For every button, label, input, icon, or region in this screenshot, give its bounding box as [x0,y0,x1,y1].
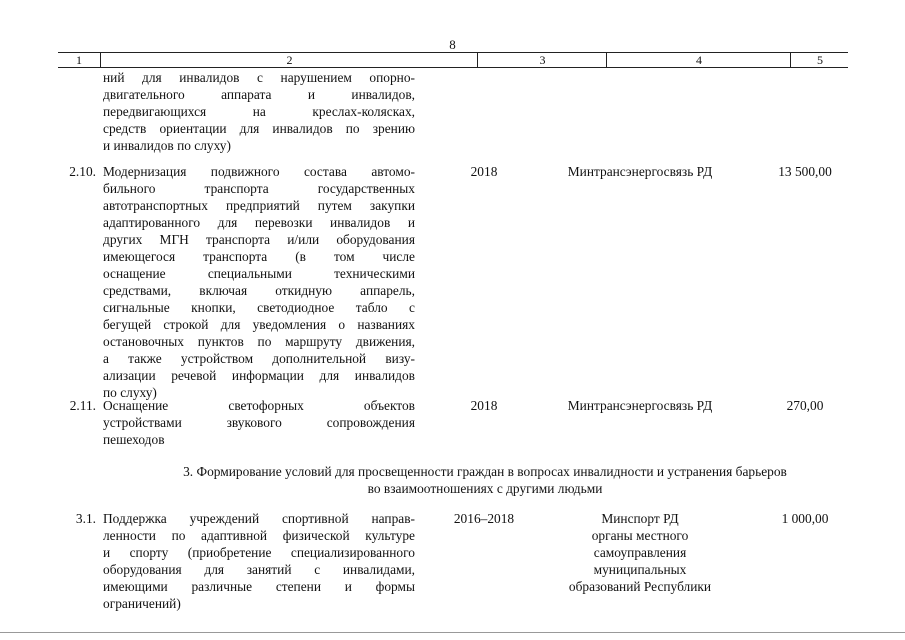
text-line: имеющегося транспорта (в том числе [103,249,415,264]
text-line: адаптированного для перевозки инвалидов и [103,215,415,230]
text-line: ленности по адаптивной физической культуре [103,528,415,543]
section-heading-line: 3. Формирование условий для просвещенности граждан в вопросах инвалидности и устранения барьеров [183,464,787,479]
text-line: и спорту (приобретение специализированного [103,545,415,560]
row-number: 2.10. [69,164,96,179]
header-col-5: 5 [790,53,849,67]
header-col-3: 3 [477,53,607,67]
section-heading [100,463,870,497]
text-line: ограничений) [103,596,181,611]
text-line: имеющими различные степени и формы [103,579,415,594]
text-line: Оснащение светофорных объектов [103,398,415,413]
executor-line: самоуправления [593,545,687,560]
text-line: передвигающихся на креслах-колясках, [103,104,415,119]
row-executor: Минтрансэнергосвязь РД [567,164,713,179]
row-year: 2018 [470,164,498,179]
text-line: средствами, включая откидную аппарель, [103,283,415,298]
text-line: Поддержка учреждений спортивной направ- [103,511,415,526]
row-amount: 13 500,00 [778,164,832,179]
text-line: сигнальные кнопки, светодиодное табло с [103,300,415,315]
continued-row-text [103,69,415,154]
row-executor: Минтрансэнергосвязь РД [567,398,713,413]
header-col-2: 2 [100,53,478,67]
text-line: других МГН транспорта и/или оборудования [103,232,415,247]
section-heading-line: во взаимоотношениях с другими людьми [367,481,603,496]
text-line: а также устройством дополнительной визу- [103,351,415,366]
text-line: по слуху) [103,385,157,400]
executor-line: образований Республики [568,579,712,594]
row-number: 3.1. [75,511,96,526]
page-bottom-edge [0,632,905,633]
text-line: ализации речевой информации для инвалидов [103,368,415,383]
text-line: оборудования для занятий с инвалидами, [103,562,415,577]
text-line: оснащение специальными техническими [103,266,415,281]
header-col-1: 1 [76,53,82,67]
row-description [103,510,415,612]
text-line: и инвалидов по слуху) [103,138,231,153]
row-year: 2016–2018 [453,511,515,526]
text-line: двигательного аппарата и инвалидов, [103,87,415,102]
text-line: автотранспортных предприятий путем закупки [103,198,415,213]
page-number: 8 [449,37,456,52]
header-col-4: 4 [606,53,791,67]
row-number: 2.11. [69,398,96,413]
text-line: средств ориентации для инвалидов по зрению [103,121,415,136]
text-line: ний для инвалидов с нарушением опорно- [103,70,415,85]
executor-line: муниципальных [593,562,687,577]
row-amount: 270,00 [786,398,824,413]
text-line: пешеходов [103,432,165,447]
row-executor [550,510,730,595]
row-year: 2018 [470,398,498,413]
row-amount: 1 000,00 [781,511,829,526]
table-header [58,52,848,68]
text-line: бильного транспорта государственных [103,181,415,196]
text-line: устройствами звукового сопровождения [103,415,415,430]
executor-line: Минспорт РД [601,511,679,526]
row-description [103,163,415,401]
executor-line: органы местного [591,528,689,543]
text-line: остановочных пунктов по маршруту движения, [103,334,415,349]
text-line: Модернизация подвижного состава автомо- [103,164,415,179]
row-description [103,397,415,448]
text-line: бегущей строкой для уведомления о названиях [103,317,415,332]
